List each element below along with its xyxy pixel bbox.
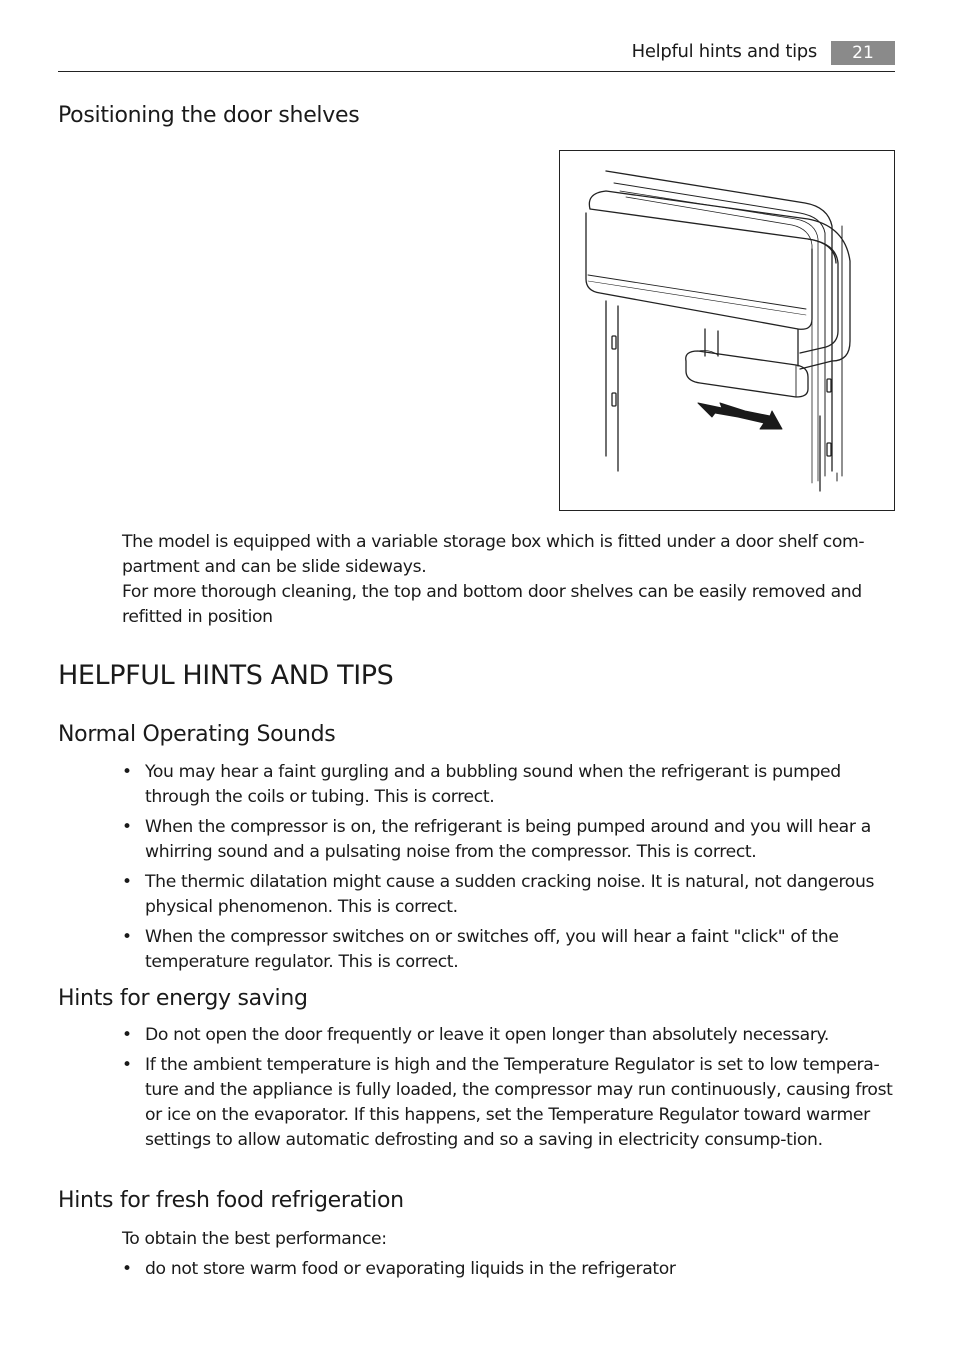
energy-saving-list <box>122 1023 894 1158</box>
list-item: • The thermic dilatation might cause a sudden cracking noise. It is natural, not dangerous physical phenomenon. This is correct. <box>122 870 894 920</box>
normal-sounds-list <box>122 760 894 980</box>
list-item: • When the compressor switches on or switches off, you will hear a faint "click" of the temperature regulator. This is correct. <box>122 925 894 975</box>
list-item: • If the ambient temperature is high and the Temperature Regulator is set to low tempera-ture and the appliance is fully loaded, the compressor may run continuously, causing frost or ice on the evaporator. If this happens, set the Temperature Regulator toward warmer settings to allow automatic defrosting and so a saving in electricity consump-tion. <box>122 1053 894 1153</box>
page-header <box>58 38 895 72</box>
main-heading: HELPFUL HINTS AND TIPS <box>58 660 394 691</box>
normal-sounds-heading: Normal Operating Sounds <box>58 722 336 747</box>
fresh-food-intro: To obtain the best performance: <box>122 1229 387 1249</box>
energy-saving-heading: Hints for energy saving <box>58 986 308 1011</box>
door-shelf-illustration <box>559 150 895 511</box>
list-item: • You may hear a faint gurgling and a bubbling sound when the refrigerant is pumped through the coils or tubing. This is correct. <box>122 760 894 810</box>
page-number: 21 <box>831 41 895 65</box>
door-shelves-paragraph-1: The model is equipped with a variable storage box which is fitted under a door shelf com-partment and can be slide sideways. <box>122 532 865 577</box>
fresh-food-heading: Hints for fresh food refrigeration <box>58 1188 404 1213</box>
door-shelves-paragraph-2: For more thorough cleaning, the top and bottom door shelves can be easily removed and refitted in position <box>122 582 862 627</box>
list-item: • When the compressor is on, the refrigerant is being pumped around and you will hear a whirring sound and a pulsating noise from the compressor. This is correct. <box>122 815 894 865</box>
fresh-food-list <box>122 1257 894 1287</box>
list-item: • Do not open the door frequently or leave it open longer than absolutely necessary. <box>122 1023 894 1048</box>
header-title: Helpful hints and tips <box>631 41 817 62</box>
door-shelves-heading: Positioning the door shelves <box>58 103 360 128</box>
list-item: • do not store warm food or evaporating liquids in the refrigerator <box>122 1257 894 1282</box>
